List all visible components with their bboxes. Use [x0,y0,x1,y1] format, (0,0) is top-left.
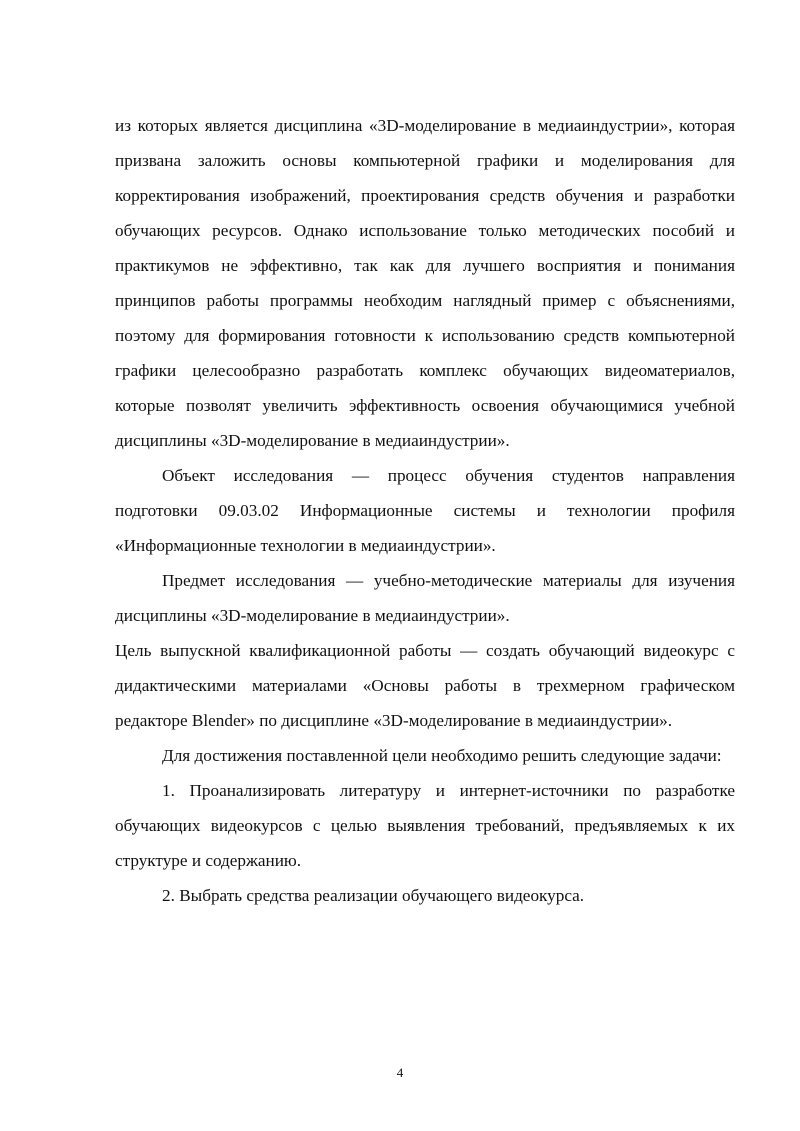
paragraph-goal: Цель выпускной квалификационной работы — создать обучающий видеокурс с дидактическими материалами «Основы работы в трехмерном графическом редакторе Blender» по дисциплине «3D-моделирование в медиаиндустрии». [115,641,735,730]
paragraph-research-object: Объект исследования — процесс обучения студентов направления подготовки 09.03.02 Информационные системы и технологии профиля «Информационные технологии в медиаиндустрии». [115,466,735,555]
task-item-1: 1. Проанализировать литературу и интернет-источники по разработке обучающих видеокурсов с целью выявления требований, предъявляемых к их структуре и содержанию. [115,781,735,870]
paragraph-tasks-intro: Для достижения поставленной цели необходимо решить следующие задачи: [162,746,722,765]
paragraph-continuation: из которых является дисциплина «3D-моделирование в медиаиндустрии», которая призвана заложить основы компьютерной графики и моделирования для корректирования изображений, проектирования средств обучения и разработки обучающих ресурсов. Однако использование только методических пособий и практикумов не эффективно, так как для лучшего восприятия и понимания принципов работы программы необходим наглядный пример с объяснениями, поэтому для формирования готовности к использованию средств компьютерной графики целесообразно разработать комплекс обучающих видеоматериалов, которые позволят увеличить эффективность освоения обучающимися учебной дисциплины «3D-моделирование в медиаиндустрии». [115,116,735,450]
page-number: 4 [396,1065,404,1080]
paragraph-research-subject: Предмет исследования — учебно-методические материалы для изучения дисциплины «3D-моделирование в медиаиндустрии». [115,571,735,625]
body-text [115,108,735,913]
task-item-2: 2. Выбрать средства реализации обучающего видеокурса. [162,886,585,905]
